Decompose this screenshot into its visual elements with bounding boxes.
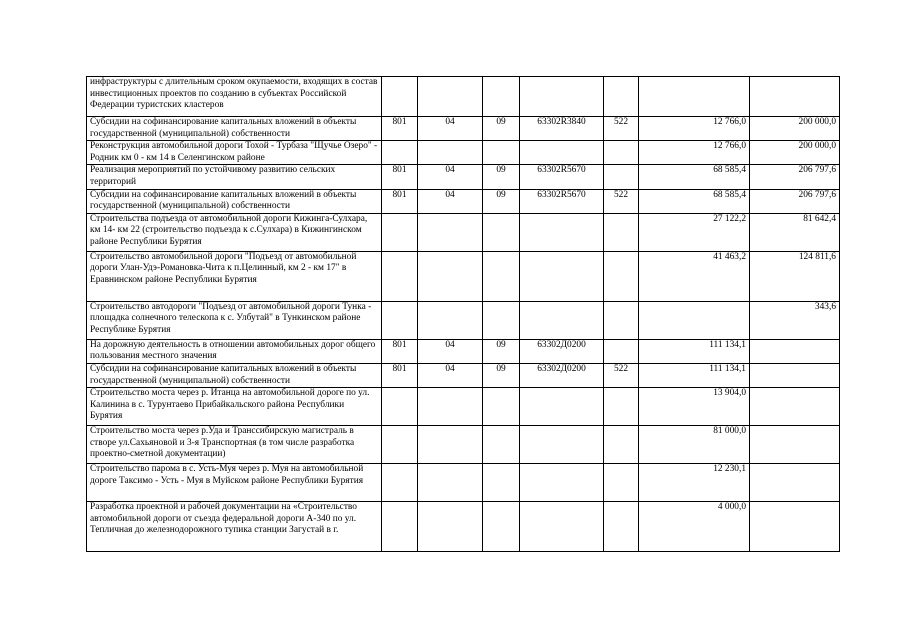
cell-target-article: 63302R5670 [520, 189, 604, 213]
cell-expense-type: 522 [604, 117, 639, 141]
cell-section-code: 04 [418, 189, 483, 213]
cell-amount-1: 68 585,4 [639, 165, 750, 189]
cell-expense-type [604, 251, 639, 301]
cell-amount-2: 124 811,6 [750, 251, 840, 301]
table-row [87, 426, 840, 464]
table-row [87, 117, 840, 141]
cell-subsection-code [483, 502, 520, 552]
cell-ministry-code [382, 388, 418, 426]
cell-expense-type: 522 [604, 363, 639, 387]
cell-amount-1: 111 134,1 [639, 363, 750, 387]
cell-amount-1: 4 000,0 [639, 502, 750, 552]
cell-target-article: 63302Д0200 [520, 339, 604, 363]
cell-section-code: 04 [418, 363, 483, 387]
cell-name: На дорожную деятельность в отношении автомобильных дорог общего пользования местного значения [87, 339, 382, 363]
cell-amount-2: 343,6 [750, 301, 840, 339]
cell-section-code: 04 [418, 165, 483, 189]
cell-name: Реализация мероприятий по устойчивому развитию сельских территорий [87, 165, 382, 189]
cell-section-code [418, 141, 483, 165]
cell-ministry-code: 801 [382, 117, 418, 141]
cell-subsection-code [483, 77, 520, 117]
cell-ministry-code [382, 77, 418, 117]
cell-target-article [520, 502, 604, 552]
cell-ministry-code: 801 [382, 189, 418, 213]
cell-ministry-code [382, 426, 418, 464]
cell-section-code: 04 [418, 117, 483, 141]
table-row [87, 464, 840, 502]
cell-name: Реконструкция автомобильной дороги Тохой - Турбаза "Щучье Озеро" - Родник км 0 - км 14 в Селенгинском районе [87, 141, 382, 165]
cell-name: инфраструктуры с длительным сроком окупаемости, входящих в состав инвестиционных проектов по созданию в субъектах Российской Федерации туристских кластеров [87, 77, 382, 117]
cell-subsection-code [483, 301, 520, 339]
cell-amount-2: 81 642,4 [750, 213, 840, 251]
cell-amount-2 [750, 339, 840, 363]
cell-amount-2 [750, 363, 840, 387]
cell-expense-type [604, 426, 639, 464]
cell-expense-type [604, 502, 639, 552]
cell-subsection-code: 09 [483, 117, 520, 141]
cell-expense-type [604, 165, 639, 189]
cell-name: Строительства подъезда от автомобильной дороги Кижинга-Сулхара, км 14- км 22 (строительство подъезда к с.Сулхара) в Кижингинском районе Республики Бурятия [87, 213, 382, 251]
cell-subsection-code [483, 213, 520, 251]
cell-name: Субсидии на софинансирование капитальных вложений в объекты государственной (муниципальной) собственности [87, 117, 382, 141]
cell-target-article [520, 388, 604, 426]
cell-amount-2: 206 797,6 [750, 189, 840, 213]
cell-expense-type [604, 301, 639, 339]
cell-section-code [418, 464, 483, 502]
table-row [87, 301, 840, 339]
cell-section-code [418, 251, 483, 301]
cell-section-code [418, 502, 483, 552]
cell-name: Разработка проектной и рабочей документации на «Строительство автомобильной дороги от съезда федеральной дороги А-340 по ул. Тепличная до железнодорожного тупика станции Загустай в г. [87, 502, 382, 552]
table-body [87, 77, 840, 552]
cell-name: Строительство моста через р.Уда и Транссибирскую магистраль в створе ул.Сахьяновой и 3-я Транспортная (в том числе разработка проектно-сметной документации) [87, 426, 382, 464]
cell-target-article [520, 141, 604, 165]
cell-subsection-code: 09 [483, 189, 520, 213]
cell-name: Субсидии на софинансирование капитальных вложений в объекты государственной (муниципальной) собственности [87, 189, 382, 213]
cell-subsection-code [483, 388, 520, 426]
cell-expense-type [604, 388, 639, 426]
cell-subsection-code: 09 [483, 339, 520, 363]
cell-amount-2 [750, 464, 840, 502]
cell-section-code [418, 301, 483, 339]
budget-table [86, 76, 840, 552]
cell-subsection-code [483, 464, 520, 502]
cell-amount-2: 206 797,6 [750, 165, 840, 189]
cell-amount-2 [750, 77, 840, 117]
table-row [87, 339, 840, 363]
table-row [87, 189, 840, 213]
cell-amount-2 [750, 388, 840, 426]
cell-amount-1 [639, 301, 750, 339]
cell-target-article [520, 213, 604, 251]
cell-expense-type [604, 213, 639, 251]
cell-amount-2: 200 000,0 [750, 141, 840, 165]
table-row [87, 141, 840, 165]
cell-target-article: 63302R5670 [520, 165, 604, 189]
cell-amount-1: 111 134,1 [639, 339, 750, 363]
cell-ministry-code [382, 141, 418, 165]
cell-amount-1 [639, 77, 750, 117]
cell-section-code [418, 388, 483, 426]
cell-ministry-code [382, 502, 418, 552]
cell-ministry-code: 801 [382, 165, 418, 189]
cell-name: Строительство моста через р. Итанца на автомобильной дороге по ул. Калинина в с. Турунтаево Прибайкальского района Республики Бурятия [87, 388, 382, 426]
cell-ministry-code [382, 251, 418, 301]
cell-ministry-code: 801 [382, 363, 418, 387]
cell-name: Строительство автодороги "Подъезд от автомобильной дороги Тунка - площадка солнечного телескопа к с. Улбутай" в Тункинском районе Республике Бурятия [87, 301, 382, 339]
cell-name: Субсидии на софинансирование капитальных вложений в объекты государственной (муниципальной) собственности [87, 363, 382, 387]
table-row [87, 363, 840, 387]
cell-target-article: 63302Д0200 [520, 363, 604, 387]
cell-amount-1: 27 122,2 [639, 213, 750, 251]
cell-amount-1: 12 230,1 [639, 464, 750, 502]
cell-amount-1: 41 463,2 [639, 251, 750, 301]
cell-expense-type: 522 [604, 189, 639, 213]
cell-amount-2 [750, 502, 840, 552]
cell-name: Строительство автомобильной дороги "Подъезд от автомобильной дороги Улан-Удэ-Романовка-Чита к п.Целинный, км 2 - км 17" в Еравнинском районе Республики Бурятия [87, 251, 382, 301]
table-row [87, 388, 840, 426]
cell-target-article [520, 251, 604, 301]
cell-target-article [520, 77, 604, 117]
cell-amount-1: 68 585,4 [639, 189, 750, 213]
cell-expense-type [604, 77, 639, 117]
cell-expense-type [604, 464, 639, 502]
cell-ministry-code: 801 [382, 339, 418, 363]
cell-subsection-code: 09 [483, 363, 520, 387]
cell-target-article [520, 301, 604, 339]
cell-subsection-code [483, 426, 520, 464]
cell-amount-2 [750, 426, 840, 464]
cell-subsection-code: 09 [483, 165, 520, 189]
table-row [87, 165, 840, 189]
table-row [87, 77, 840, 117]
cell-amount-1: 81 000,0 [639, 426, 750, 464]
cell-target-article [520, 464, 604, 502]
cell-subsection-code [483, 141, 520, 165]
cell-ministry-code [382, 464, 418, 502]
cell-expense-type [604, 141, 639, 165]
cell-target-article [520, 426, 604, 464]
cell-section-code [418, 77, 483, 117]
cell-amount-1: 12 766,0 [639, 141, 750, 165]
cell-amount-1: 12 766,0 [639, 117, 750, 141]
cell-amount-1: 13 904,0 [639, 388, 750, 426]
cell-target-article: 63302R3840 [520, 117, 604, 141]
cell-subsection-code [483, 251, 520, 301]
cell-ministry-code [382, 301, 418, 339]
table-row [87, 251, 840, 301]
cell-amount-2: 200 000,0 [750, 117, 840, 141]
cell-section-code [418, 213, 483, 251]
cell-expense-type [604, 339, 639, 363]
cell-section-code: 04 [418, 339, 483, 363]
cell-ministry-code [382, 213, 418, 251]
table-row [87, 213, 840, 251]
cell-section-code [418, 426, 483, 464]
cell-name: Строительство парома в с. Усть-Муя через р. Муя на автомобильной дороге Таксимо - Усть - Муя в Муйском районе Республики Бурятия [87, 464, 382, 502]
table-row [87, 502, 840, 552]
